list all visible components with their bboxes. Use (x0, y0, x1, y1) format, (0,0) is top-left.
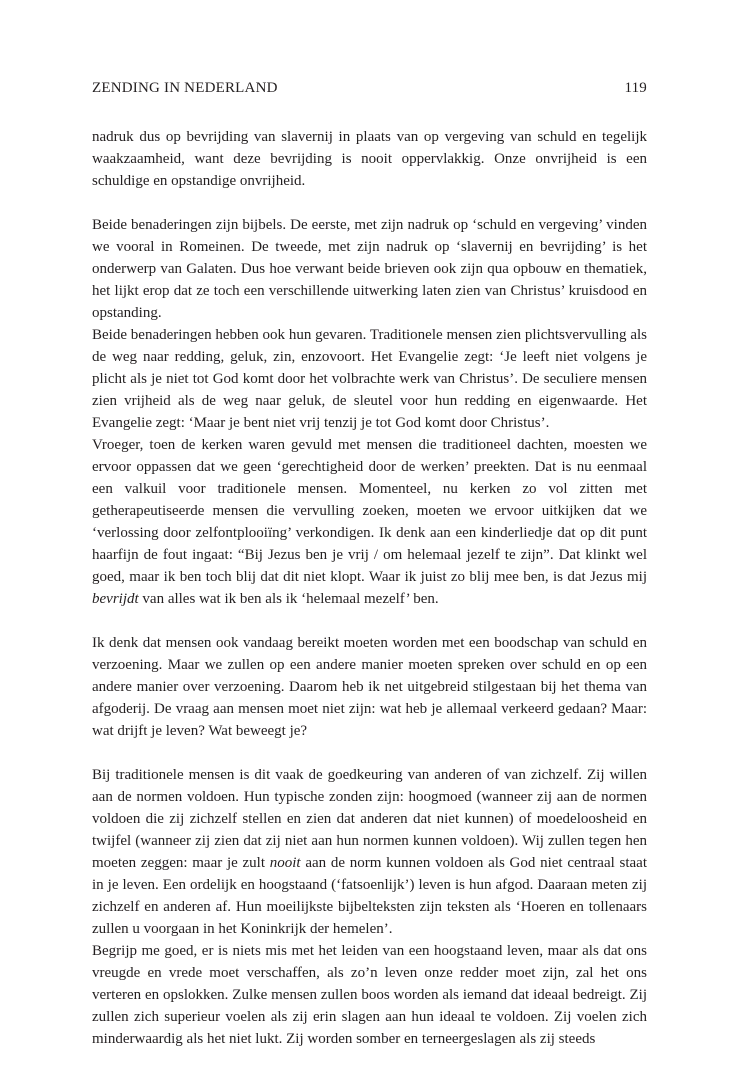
paragraph-6-text-a: Bij traditionele mensen is dit vaak de goedkeuring van anderen of van zichzelf. Zij willen aan de normen voldoen. Hun typische zonden zijn: hoogmoed (wanneer zij aan de normen voldoen die zij zichzelf stellen en zien dat anderen dat niet kunnen) of moedeloosheid en twijfel (wanneer zij zien dat zij niet aan hun normen kunnen voldoen). Wij zullen tegen hen moeten zeggen: maar je zult (92, 767, 647, 871)
paragraph-6 (92, 764, 647, 940)
paragraph-4-emphasis: bevrijdt (92, 591, 139, 607)
book-page (92, 78, 647, 1050)
paragraph-1: nadruk dus op bevrijding van slavernij in plaats van op vergeving van schuld en tegelijk waakzaamheid, want deze bevrijding is nooit oppervlakkig. Onze onvrijheid is een schuldige en opstandige onvrijheid. (92, 129, 647, 189)
running-title: ZENDING IN NEDERLAND (92, 80, 278, 96)
paragraph-7: Begrijp me goed, er is niets mis met het leiden van een hoogstaand leven, maar als dat ons vreugde en vrede moet verschaffen, als zo’n leven onze redder moet zijn, zal het ons verteren en opslokken. Zulke mensen zullen boos worden als iemand dat ideaal bedreigt. Zij zullen zich superieur voelen als zij erin slagen aan hun ideaal te voldoen. Zij voelen zich minderwaardig als het niet lukt. Zij worden somber en terneergeslagen als zij steeds (92, 943, 647, 1047)
paragraph-4-text-b: van alles wat ik ben als ik ‘helemaal mezelf’ ben. (138, 591, 439, 607)
paragraph-3: Beide benaderingen hebben ook hun gevaren. Traditionele mensen zien plichtsvervulling als de weg naar redding, geluk, zin, enzovoort. Het Evangelie zegt: ‘Je leeft niet volgens je plicht als je niet tot God komt door het volbrachte werk van Christus’. De seculiere mensen zien vrijheid als de weg naar geluk, de sleutel voor hun redding en eigenwaarde. Het Evangelie zegt: ‘Maar je bent niet vrij tenzij je tot God komt door Christus’. (92, 327, 647, 431)
paragraph-2: Beide benaderingen zijn bijbels. De eerste, met zijn nadruk op ‘schuld en vergeving’ vinden we vooral in Romeinen. De tweede, met zijn nadruk op ‘slavernij en bevrijding’ is het onderwerp van Galaten. Dus hoe verwant beide brieven ook zijn qua opbouw en thematiek, het lijkt erop dat ze toch een verschillende uitwerking laten zien van Christus’ kruisdood en opstanding. (92, 217, 647, 321)
paragraph-5: Ik denk dat mensen ook vandaag bereikt moeten worden met een boodschap van schuld en verzoening. Maar we zullen op een andere manier moeten spreken over schuld en op een andere manier over verzoening. Daarom heb ik net uitgebreid stilgestaan bij het thema van afgoderij. De vraag aan mensen moet niet zijn: wat heb je allemaal verkeerd gedaan? Maar: wat drijft je leven? Wat beweegt je? (92, 635, 647, 739)
running-head (92, 78, 647, 98)
paragraph-6-text-b: aan de norm kunnen voldoen als God niet centraal staat in je leven. Een ordelijk en hoogstaand (‘fatsoenlijk’) leven is hun afgod. Daaraan meten zij zichzelf en anderen af. Hun moeilijkste bijbelteksten zijn teksten als ‘Hoeren en tollenaars zullen u voorgaan in het Koninkrijk der hemelen’. (92, 855, 647, 937)
paragraph-6-emphasis: nooit (269, 855, 301, 871)
paragraph-4 (92, 434, 647, 610)
page-number: 119 (624, 80, 647, 96)
paragraph-4-text-a: Vroeger, toen de kerken waren gevuld met mensen die traditioneel dachten, moesten we ervoor oppassen dat we geen ‘gerechtigheid door de werken’ preekten. Dat is nu eenmaal een valkuil voor traditionele mensen. Momenteel, nu kerken zo vol zitten met getherapeutiseerde mensen die vervulling zoeken, moeten we ervoor uitkijken dat we ‘verlossing door zelfontplooiïng’ verkondigen. Ik denk aan een kinderliedje dat op dit punt haarfijn de fout ingaat: “Bij Jezus ben je vrij / om helemaal jezelf te zijn”. Dat klinkt wel goed, maar ik ben toch blij dat dit niet klopt. Waar ik juist zo blij mee ben, is dat Jezus mij (92, 437, 647, 585)
body-text (92, 126, 647, 1050)
